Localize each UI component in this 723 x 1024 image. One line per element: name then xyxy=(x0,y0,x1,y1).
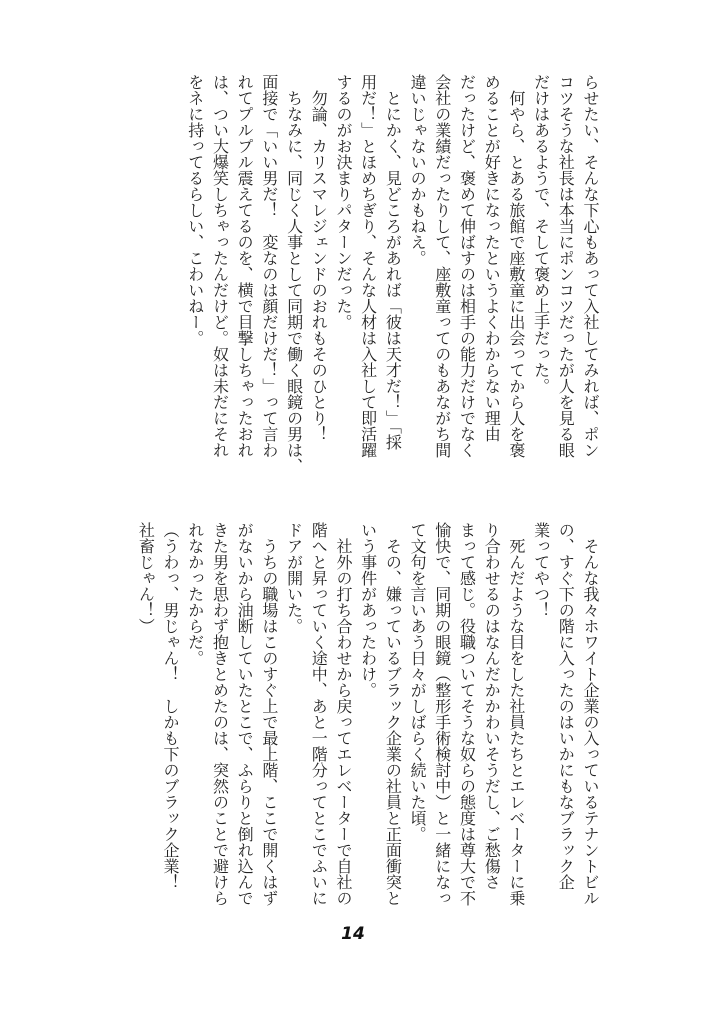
text-line: て文句を言いあう日々がしばらく続いた頃。 xyxy=(408,522,428,842)
text-line: 社畜じゃん！） xyxy=(136,522,156,634)
text-line: まって感じ。役職ついてそうな奴らの態度は尊大で不 xyxy=(457,522,477,906)
text-line: 愉快で、同期の眼鏡（整形手術検討中）と一緒になっ xyxy=(432,522,452,906)
text-line: とにかく、見どころがあれば「彼は天才だ！」「採 xyxy=(383,74,403,450)
text-line: 階へと昇っていく途中、あと一階分ってとこでふいに xyxy=(309,522,329,906)
text-line: だけはあるようで、そして褒め上手だった。 xyxy=(531,74,551,394)
text-line: きた男を思わず抱きとめたのは、突然のことで避けら xyxy=(210,522,230,906)
text-line: 違いじゃないのかもねえ。 xyxy=(408,74,428,266)
text-line: 業ってやつ！ xyxy=(531,522,551,618)
text-line: そんな我々ホワイト企業の入っているテナントビル xyxy=(581,522,600,906)
text-line: の、すぐ下の階に入ったのはいかにもなブラック企 xyxy=(556,522,576,890)
page-number: 14 xyxy=(341,924,365,944)
text-line: 用だ！」とほめちぎり、そんな人材は入社して即活躍 xyxy=(358,74,378,458)
text-line: （うわっ、男じゃん！ しかも下のブラック企業！ xyxy=(161,522,181,890)
text-line: り合わせるのはなんだかかわいそうだし、ご愁傷さ xyxy=(482,522,502,890)
text-line: ちなみに、同じく人事として同期で働く眼鏡の男は、 xyxy=(284,74,304,474)
text-line: 死んだような目をした社員たちとエレベーターに乗 xyxy=(506,522,526,906)
text-line: コツそうな社長は本当にポンコツだったが人を見る眼 xyxy=(556,74,576,458)
text-line: その、嫌っているブラック企業の社員と正面衝突と xyxy=(383,522,403,906)
text-line: れなかったからだ。 xyxy=(185,522,205,666)
upper-text-block xyxy=(128,74,602,474)
text-line: をネに持ってるらしい、こわいねー。 xyxy=(185,74,205,346)
text-line: れてプルプル震えてるのを、横で目撃しちゃったおれ xyxy=(235,74,255,458)
text-line: 何やら、とある旅館で座敷童に出会ってから人を褒 xyxy=(506,74,526,458)
text-line: らせたい、そんな下心もあって入社してみれば、ポン xyxy=(581,74,600,458)
lower-text-block xyxy=(128,522,602,914)
text-line: 会社の業績だったりして、座敷童ってのもあながち間 xyxy=(432,74,452,458)
text-line: ドアが開いた。 xyxy=(284,522,304,634)
text-line: 社外の打ち合わせから戻ってエレベーターで自社の xyxy=(333,522,353,906)
text-line: 勿論、カリスマレジェンドのおれもそのひとり！ xyxy=(309,74,329,442)
text-line: だったけど、褒めて伸ばすのは相手の能力だけでなく xyxy=(457,74,477,458)
text-line: いう事件があったわけ。 xyxy=(358,522,378,698)
text-line: めることが好きになったというよくわからない理由 xyxy=(482,74,502,442)
text-line: がないから油断していたとこで、ふらりと倒れ込んで xyxy=(235,522,255,906)
text-line: するのがお決まりパターンだった。 xyxy=(333,74,353,330)
text-line: うちの職場はこのすぐ上で最上階、ここで開くはず xyxy=(259,522,279,906)
text-line: は、つい大爆笑しちゃったんだけど。奴は未だにそれ xyxy=(210,74,230,458)
text-line: 面接で「いい男だ！ 変なのは顔だけだ！」って言わ xyxy=(259,74,279,458)
